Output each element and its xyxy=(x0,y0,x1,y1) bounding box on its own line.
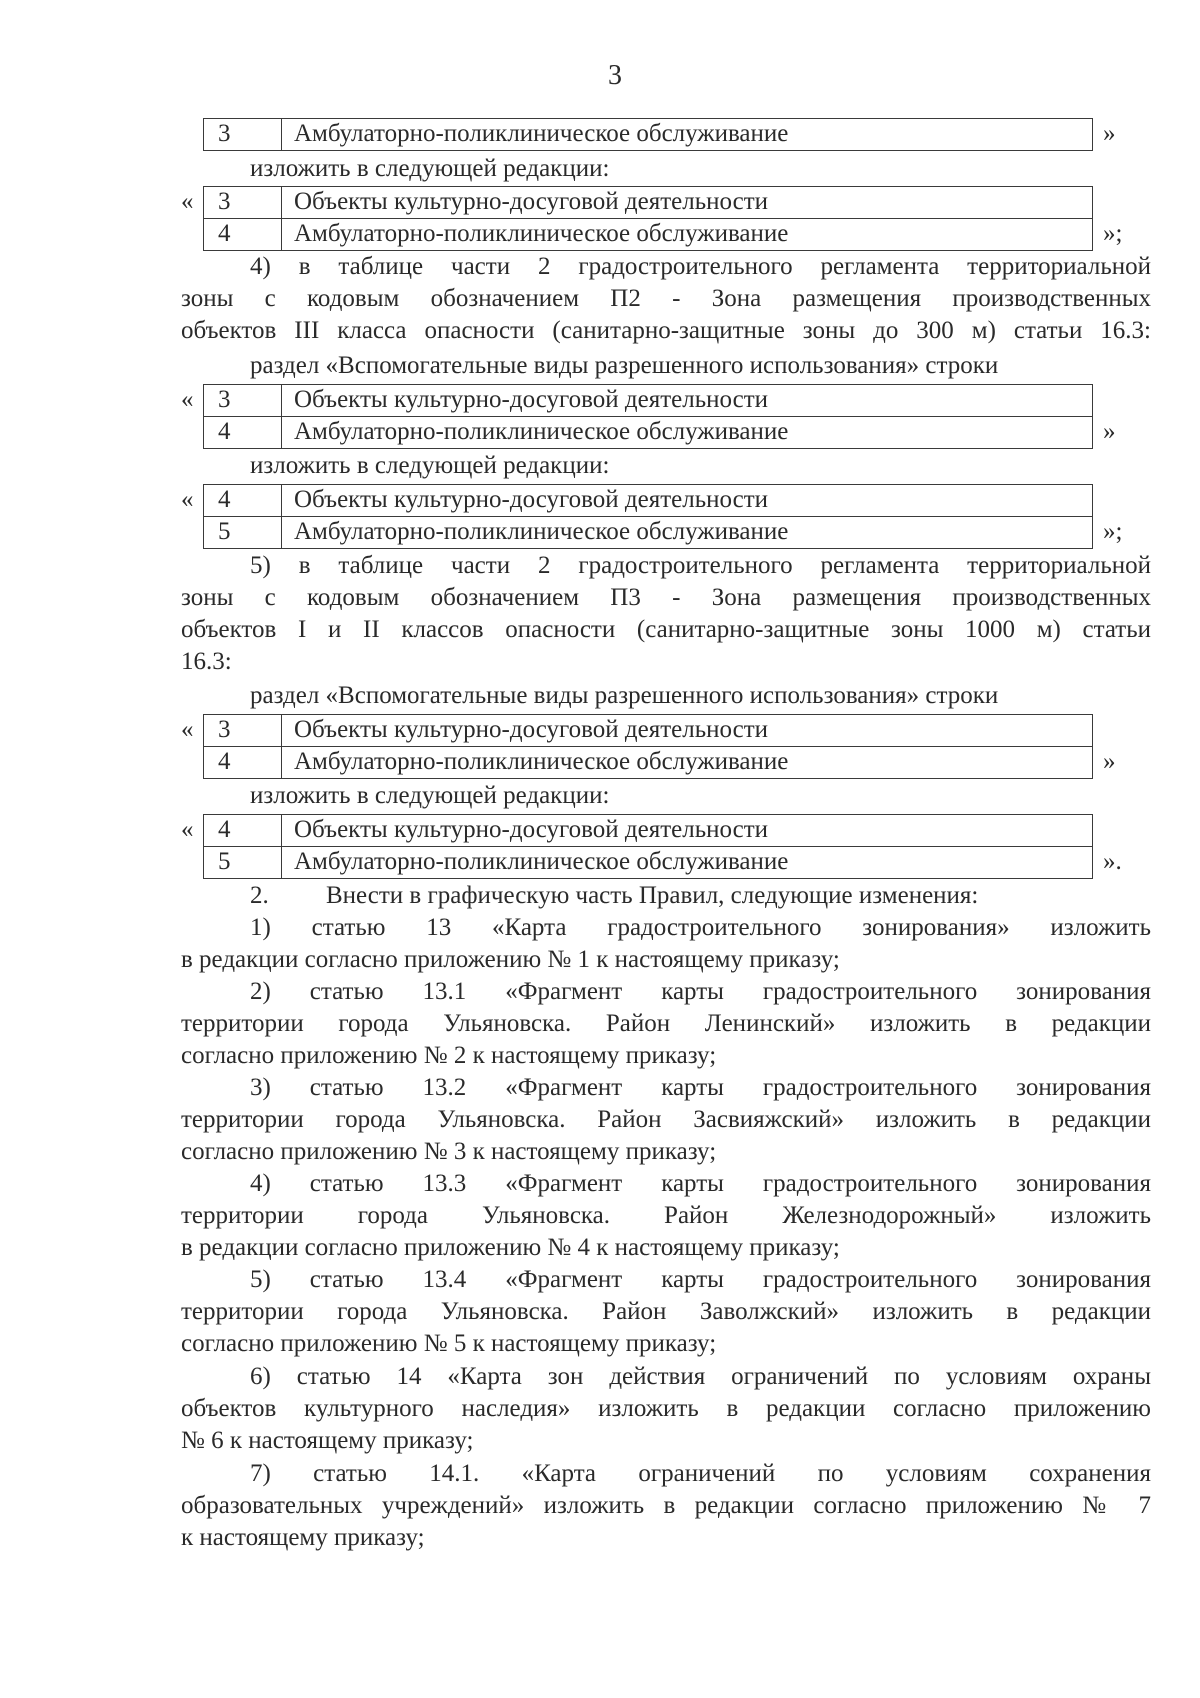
text-line: раздел «Вспомогательные виды разрешенного использования» строки xyxy=(250,352,999,379)
paragraph-line: 5) статью 13.4 «Фрагмент карты градостроительного зонирования xyxy=(250,1266,1151,1293)
row-number: 4 xyxy=(204,219,282,250)
paragraph-line: к настоящему приказу; xyxy=(181,1524,425,1551)
row-number: 5 xyxy=(204,847,282,878)
row-text: Амбулаторно-поликлиническое обслуживание xyxy=(294,220,789,247)
table-row xyxy=(203,484,1093,517)
text-line: изложить в следующей редакции: xyxy=(250,452,610,479)
row-number: 4 xyxy=(204,815,282,846)
row-text: Амбулаторно-поликлиническое обслуживание xyxy=(294,848,789,875)
row-text: Амбулаторно-поликлиническое обслуживание xyxy=(294,120,789,147)
table-row xyxy=(203,517,1093,549)
closing-quote: » xyxy=(1103,748,1116,775)
item-number: 2. xyxy=(250,882,269,909)
table-row xyxy=(203,847,1093,879)
row-text: Объекты культурно-досуговой деятельности xyxy=(294,486,768,513)
row-number: 3 xyxy=(204,715,282,746)
table-row xyxy=(203,384,1093,417)
closing-quote: » xyxy=(1103,120,1116,147)
opening-quote: « xyxy=(181,188,194,215)
paragraph-line: территории города Ульяновска. Район Ленинский» изложить в редакции xyxy=(181,1010,1151,1037)
paragraph-line: объектов культурного наследия» изложить в редакции согласно приложению xyxy=(181,1395,1151,1422)
paragraph-line: 4) статью 13.3 «Фрагмент карты градостроительного зонирования xyxy=(250,1170,1151,1197)
text-line: раздел «Вспомогательные виды разрешенного использования» строки xyxy=(250,682,999,709)
row-text: Объекты культурно-досуговой деятельности xyxy=(294,716,768,743)
closing-quote: ». xyxy=(1103,848,1122,875)
paragraph-line: 2) статью 13.1 «Фрагмент карты градостроительного зонирования xyxy=(250,978,1151,1005)
row-text: Объекты культурно-досуговой деятельности xyxy=(294,188,768,215)
row-text: Амбулаторно-поликлиническое обслуживание xyxy=(294,418,789,445)
paragraph-line: 4) в таблице части 2 градостроительного регламента территориальной xyxy=(250,253,1151,280)
row-number: 3 xyxy=(204,119,282,150)
opening-quote: « xyxy=(181,486,194,513)
row-number: 4 xyxy=(204,417,282,448)
paragraph-line: территории города Ульяновска. Район Заволжский» изложить в редакции xyxy=(181,1298,1151,1325)
paragraph-line: в редакции согласно приложению № 1 к настоящему приказу; xyxy=(181,946,840,973)
paragraph-line: в редакции согласно приложению № 4 к настоящему приказу; xyxy=(181,1234,840,1261)
table-row xyxy=(203,219,1093,251)
opening-quote: « xyxy=(181,716,194,743)
paragraph-line: № 6 к настоящему приказу; xyxy=(181,1427,474,1454)
opening-quote: « xyxy=(181,816,194,843)
row-text: Амбулаторно-поликлиническое обслуживание xyxy=(294,518,789,545)
numbered-item xyxy=(250,880,1200,912)
row-text: Объекты культурно-досуговой деятельности xyxy=(294,386,768,413)
closing-quote: »; xyxy=(1103,518,1123,545)
paragraph-line: территории города Ульяновска. Район Железнодорожный» изложить xyxy=(181,1202,1151,1229)
paragraph-line: 7) статью 14.1. «Карта ограничений по условиям сохранения xyxy=(250,1460,1151,1487)
paragraph-line: согласно приложению № 5 к настоящему приказу; xyxy=(181,1330,717,1357)
closing-quote: » xyxy=(1103,418,1116,445)
closing-quote: »; xyxy=(1103,220,1123,247)
row-number: 4 xyxy=(204,485,282,516)
paragraph-line: 6) статью 14 «Карта зон действия ограничений по условиям охраны xyxy=(250,1363,1151,1390)
paragraph-line: 3) статью 13.2 «Фрагмент карты градостроительного зонирования xyxy=(250,1074,1151,1101)
paragraph-line: зоны с кодовым обозначением П2 - Зона размещения производственных xyxy=(181,285,1151,312)
paragraph-line: 16.3: xyxy=(181,648,232,675)
row-number: 3 xyxy=(204,385,282,416)
paragraph-line: зоны с кодовым обозначением П3 - Зона размещения производственных xyxy=(181,584,1151,611)
row-number: 3 xyxy=(204,187,282,218)
table-row xyxy=(203,747,1093,779)
page-number: 3 xyxy=(608,60,622,91)
paragraph-line: 1) статью 13 «Карта градостроительного зонирования» изложить xyxy=(250,914,1151,941)
paragraph-line: территории города Ульяновска. Район Засвияжский» изложить в редакции xyxy=(181,1106,1151,1133)
row-text: Амбулаторно-поликлиническое обслуживание xyxy=(294,748,789,775)
paragraph-line: объектов I и II классов опасности (санитарно-защитные зоны 1000 м) статьи xyxy=(181,616,1151,643)
opening-quote: « xyxy=(181,386,194,413)
text-line: изложить в следующей редакции: xyxy=(250,155,610,182)
row-text: Объекты культурно-досуговой деятельности xyxy=(294,816,768,843)
paragraph-line: согласно приложению № 3 к настоящему приказу; xyxy=(181,1138,717,1165)
row-number: 4 xyxy=(204,747,282,778)
paragraph-line: 5) в таблице части 2 градостроительного регламента территориальной xyxy=(250,552,1151,579)
text-line: изложить в следующей редакции: xyxy=(250,782,610,809)
table-row xyxy=(203,118,1093,151)
table-row xyxy=(203,714,1093,747)
paragraph-line: объектов III класса опасности (санитарно-защитные зоны до 300 м) статьи 16.3: xyxy=(181,317,1151,344)
paragraph-line: образовательных учреждений» изложить в редакции согласно приложению № 7 xyxy=(181,1492,1151,1519)
row-number: 5 xyxy=(204,517,282,548)
table-row xyxy=(203,186,1093,219)
table-row xyxy=(203,417,1093,449)
item-text: Внести в графическую часть Правил, следующие изменения: xyxy=(326,882,979,909)
table-row xyxy=(203,814,1093,847)
paragraph-line: согласно приложению № 2 к настоящему приказу; xyxy=(181,1042,717,1069)
